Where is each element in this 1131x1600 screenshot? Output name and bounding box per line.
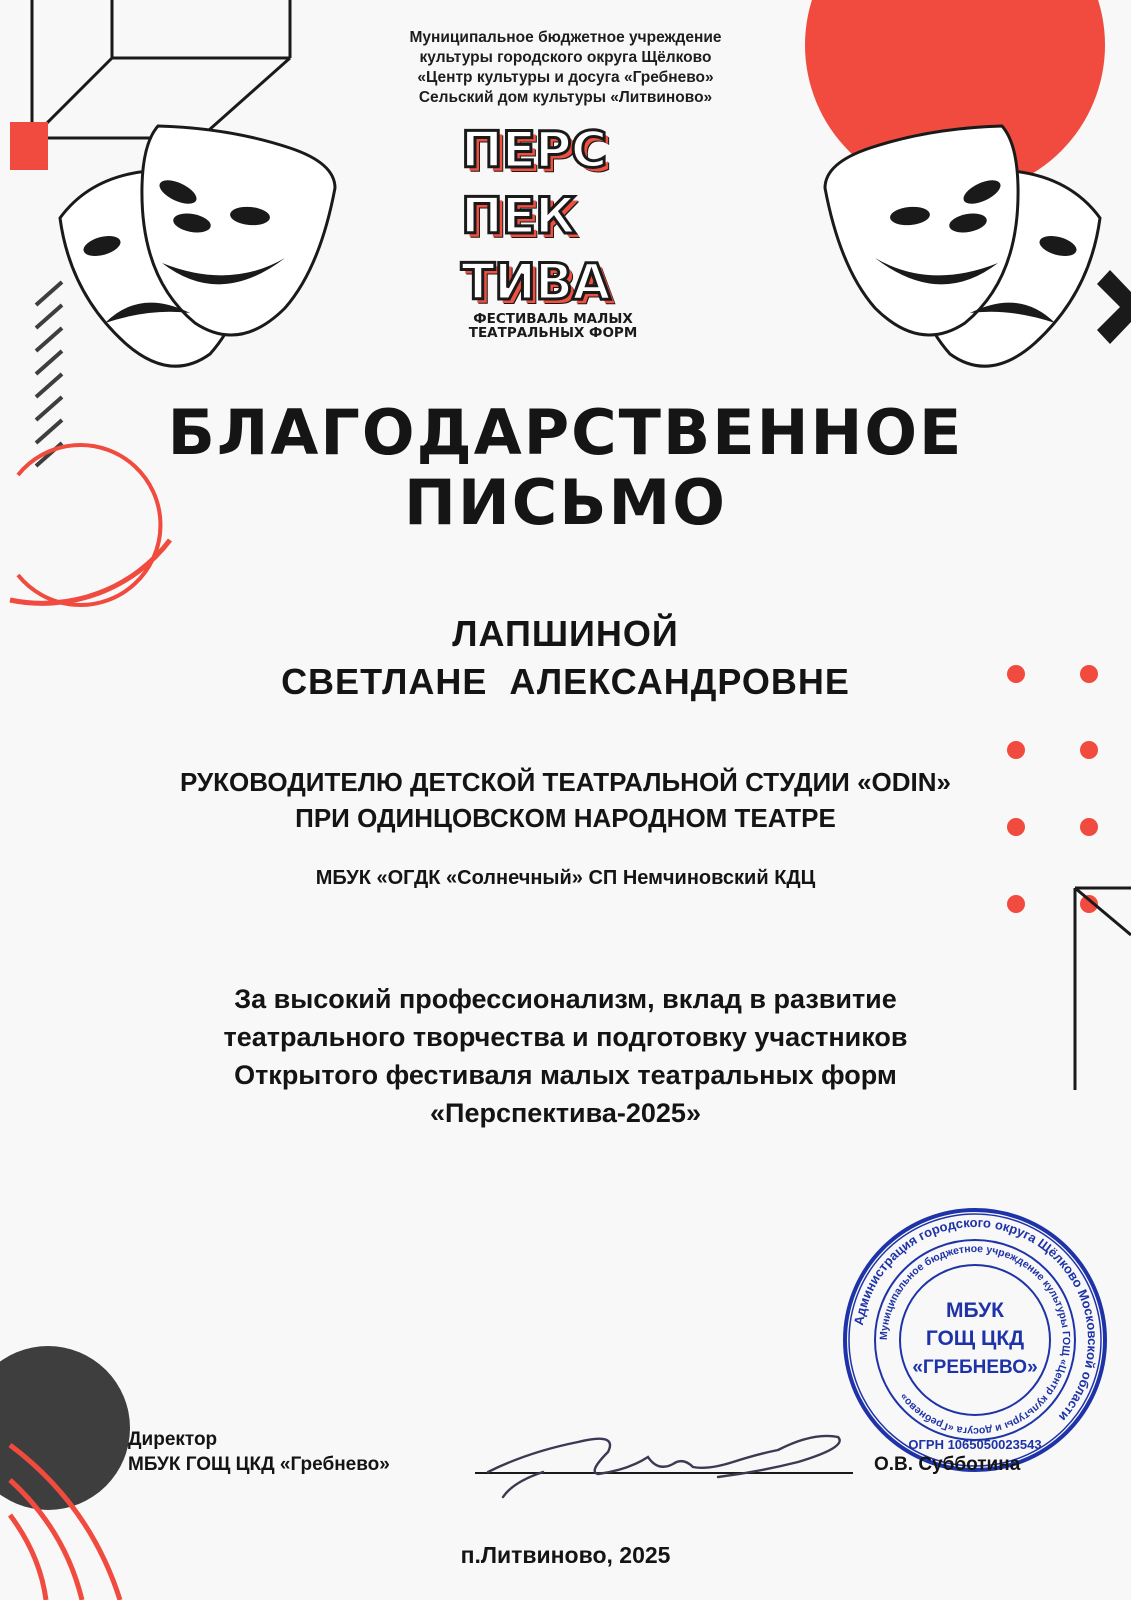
signer-name: О.В. Субботина <box>874 1454 1021 1475</box>
org-line-3: «Центр культуры и досуга «Гребнево» <box>417 69 714 86</box>
logo-word-2: ПЕК <box>461 187 575 245</box>
reason-line-3: Открытого фестиваля малых театральных форм <box>234 1060 897 1090</box>
reason-line-2: театрального творчества и подготовку участников <box>223 1022 908 1052</box>
red-square-decoration <box>10 122 48 170</box>
place-year <box>0 1542 1131 1569</box>
recipient-organization <box>0 865 1131 891</box>
place-year-text: п.Литвиново, 2025 <box>460 1542 671 1568</box>
org-line-4: Сельский дом культуры «Литвиново» <box>418 89 713 106</box>
theatre-masks-icon-right <box>810 108 1110 378</box>
organization-header <box>0 28 1131 108</box>
position-line-2: ПРИ ОДИНЦОВСКОМ НАРОДНОМ ТЕАТРЕ <box>295 803 836 833</box>
handwritten-signature <box>468 1412 858 1512</box>
recipient-name: СВЕТЛАНЕ АЛЕКСАНДРОВНЕ <box>281 661 850 702</box>
stamp-ogrn: ОГРН 1065050023543 <box>908 1437 1042 1452</box>
document-title <box>0 398 1131 538</box>
reason-block <box>0 980 1131 1132</box>
stamp-center-line-3: «ГРЕБНЕВО» <box>912 1357 1038 1378</box>
logo-word-3: ТИВА <box>461 253 610 311</box>
festival-logo <box>455 122 685 352</box>
signer-role-line-2: МБУК ГОЩ ЦКД «Гребнево» <box>128 1454 390 1475</box>
reason-line-4: «Перспектива-2025» <box>430 1098 701 1128</box>
reason-line-1: За высокий профессионализм, вклад в развитие <box>234 984 897 1014</box>
org-line-1: Муниципальное бюджетное учреждение <box>409 29 722 46</box>
position-line-1: РУКОВОДИТЕЛЮ ДЕТСКОЙ ТЕАТРАЛЬНОЙ СТУДИИ «ODIN» <box>180 767 951 797</box>
signer-role-line-1: Директор <box>128 1429 218 1450</box>
recipient-org-line: МБУК «ОГДК «Солнечный» СП Немчиновский КДЦ <box>315 867 816 889</box>
signer-role <box>128 1427 390 1477</box>
recipient-position <box>0 764 1131 836</box>
logo-word-1: ПЕРС <box>461 121 607 179</box>
title-line-1: БЛАГОДАРСТВЕННОЕ <box>167 396 964 469</box>
stamp-inner-ring-text: Муниципальное бюджетное учреждение культуры ГОЩ «Центр культуры и досуга «Гребнево» <box>877 1242 1073 1438</box>
stamp-center-line-1: МБУК <box>946 1299 1004 1322</box>
title-line-2: ПИСЬМО <box>404 466 727 539</box>
logo-subtitle-1: ФЕСТИВАЛЬ МАЛЫХ <box>473 311 633 327</box>
logo-subtitle-2: ТЕАТРАЛЬНЫХ ФОРМ <box>468 325 638 341</box>
dark-circle-decoration <box>0 1346 130 1510</box>
org-line-2: культуры городского округа Щёлково <box>419 49 712 66</box>
theatre-masks-icon <box>50 108 350 378</box>
stamp-center-line-2: ГОЩ ЦКД <box>925 1327 1025 1350</box>
official-stamp <box>840 1205 1110 1475</box>
recipient-block <box>0 610 1131 706</box>
recipient-surname: ЛАПШИНОЙ <box>452 613 679 654</box>
stamp-outer-ring-text: Администрация городского округа Щёлково Московской области <box>850 1214 1101 1425</box>
